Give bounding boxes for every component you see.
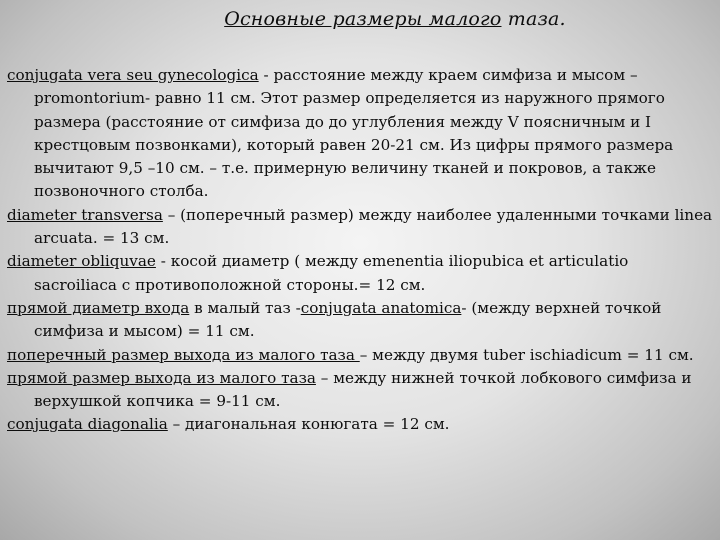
definition: в малый таз -: [189, 298, 301, 317]
term: прямой размер выхода из малого таза: [7, 368, 316, 387]
term: поперечный размер выхода из малого таза: [7, 345, 360, 364]
definition: – между двумя tuber ischiadicum = 11 см.: [359, 345, 694, 364]
slide-title: [0, 8, 720, 30]
definition: – (поперечный размер) между наиболее удаленными точками linea arcuata. = 13 см.: [34, 205, 713, 248]
list-item: [7, 367, 713, 414]
title-underlined: Основные размеры малого: [224, 8, 502, 30]
definition: – диагональная конюгата = 12 см.: [167, 415, 450, 434]
term: прямой диаметр входа: [7, 298, 190, 317]
term: conjugata vera seu gynecologica: [7, 66, 259, 84]
dimension-list: [7, 64, 713, 437]
list-item: [7, 344, 713, 367]
list-item: [7, 297, 713, 344]
list-item: [7, 250, 713, 297]
title-rest: таза.: [501, 8, 566, 30]
term: diameter transversa: [7, 205, 163, 224]
definition-secondary: - (между верхней точкой симфиза и мысом) = 11 см.: [34, 298, 662, 341]
list-item: [7, 413, 713, 436]
term: conjugata diagonalia: [7, 415, 168, 434]
definition: – между нижней точкой лобкового симфиза и верхушкой копчика = 9-11 см.: [34, 368, 692, 411]
term-secondary: conjugata anatomica: [300, 298, 462, 317]
definition: - косой диаметр ( между emenentia iliopubica et articulatio sacroiliaca с противоположной стороны.= 12 см.: [34, 252, 629, 294]
list-item: [7, 204, 713, 251]
list-item: [7, 64, 713, 204]
term: diameter obliquvae: [7, 252, 156, 271]
definition: - расстояние между краем симфиза и мысом – promontorium- равно 11 см. Этот размер определяется из наружного прямого размера (расстояние от симфиза до до углубления между V поясничным и I крестцовым позвонками), который равен 20-21 см. Из цифры прямого размера вычитают 9,5 –10 см. – т.е. примерную величину тканей и покровов, а также позвоночного столба.: [34, 66, 674, 201]
